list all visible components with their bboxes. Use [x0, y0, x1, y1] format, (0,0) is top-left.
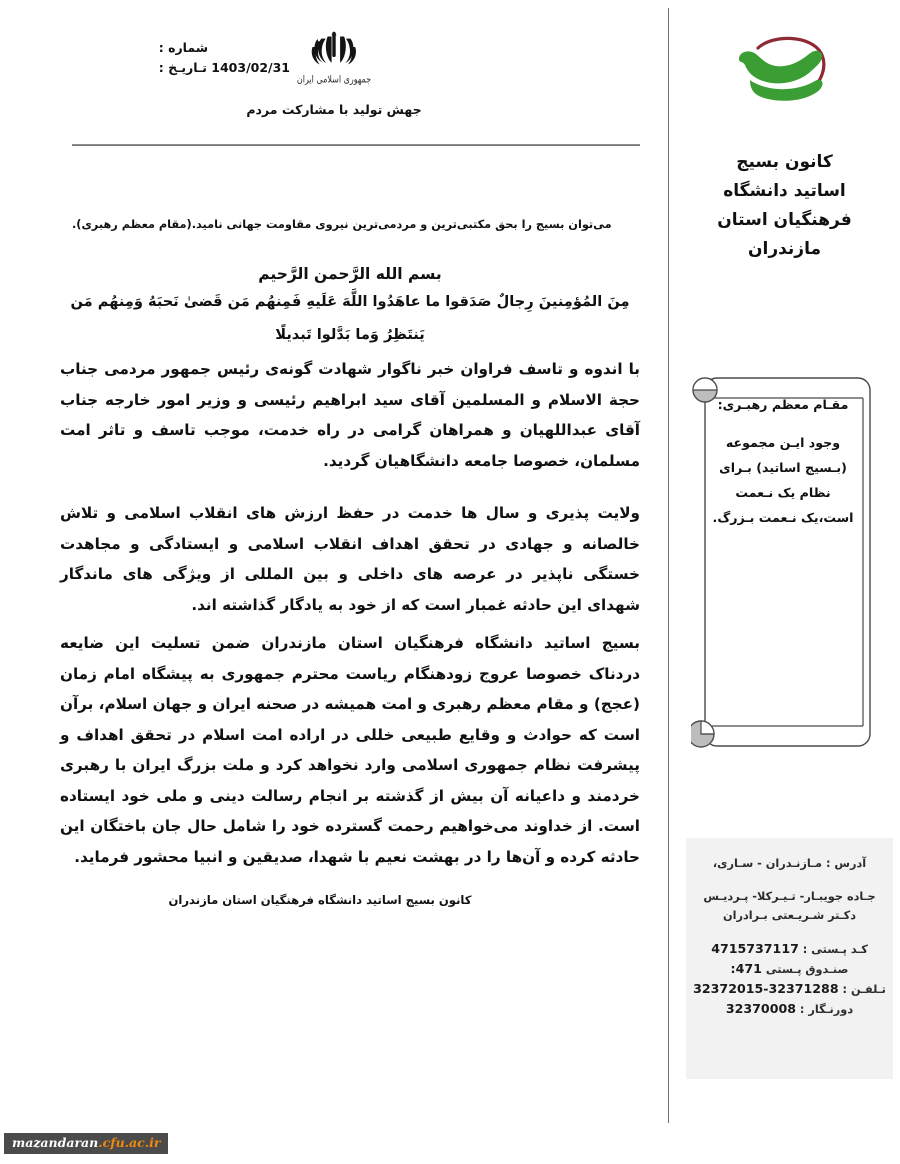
letter-date-value: 1403/02/31 — [211, 60, 290, 75]
quote-text: وجود ایـن مجموعه (بـسیج اساتید) بـرای نظام یک نـعمت است،یک نـعمت بـزرگ. — [712, 435, 854, 525]
basij-logo — [669, 26, 900, 120]
org-title-line-2: اساتید دانشگاه — [723, 181, 846, 201]
letter-number-row — [159, 38, 290, 58]
dove-leaf-logo-icon — [725, 26, 845, 116]
po-box-value: 471: — [730, 961, 762, 976]
fax-value: 32370008 — [725, 1001, 796, 1016]
quran-ayah-line-2: یَنتَظِرُ وَما بَدَّلوا تَبدیلًا — [275, 326, 425, 343]
quote-attribution: مقـام معظم رهبـری: — [717, 397, 849, 412]
letterhead-sidebar — [669, 0, 900, 1164]
paragraph-spacer-2 — [60, 620, 640, 628]
body-paragraph-3: بسیج اساتید دانشگاه فرهنگیان استان مازندران ضمن تسلیت این ضایعه دردناک خصوصا عروج زودهنگام ریاست محترم جمهوری به پیشگاه امام زمان (عجج) و مقام معظم رهبری و امت همیشه در صحنه ایران و جهان اسلام، برآن است که حوادث و وقایع طبیعی خللی در اراده امت اسلام در تحقق اهداف و پیشرفت نظام جمهوری اسلامی وارد نخواهد کرد و ملت بزرگ ایران با رهبری خردمند و داعیانه آن بیش از گذشته بر انجام رسالت دینی و ملی خود ایستاده است. از خداوند می‌خواهیم رحمت گسترده خود را شامل حال جان باختگان این حادثه کرده و آن‌ها را در بهشت نعیم با شهدا، صدیقین و انبیا محشور فرماید. — [60, 634, 640, 866]
bismillah: بسم الله الرَّحمن الرَّحیم — [258, 265, 442, 283]
organization-title — [669, 148, 900, 264]
address-line-2: جـاده جویبـار- تـیـرکلا- پـردیـس دکـتر شـریـعتی بـرادران — [703, 890, 876, 922]
body-paragraph-2: ولایت پذیری و سال ها خدمت در حفظ ارزش های انقلاب اسلامی و تلاش خالصانه و جهادی در تحقق اهداف انقلاب اسلامی و ایستادگی و مجاهدت خستگی ناپذیر در عرصه های داخلی و بین المللی از ویژگی های ماندگار شهدای این حادثه غمبار است که از خود به یادگار گذاشته اند. — [60, 504, 640, 614]
org-title-line-3: فرهنگیان استان — [717, 210, 852, 230]
leader-quote-scroll-box — [691, 368, 876, 760]
postal-code-row — [692, 939, 887, 959]
iran-emblem-icon — [305, 30, 363, 74]
contact-details — [692, 939, 887, 1019]
letter-body — [60, 262, 640, 872]
letter-date-label: تـاریـخ : — [158, 60, 207, 75]
leader-quote-content — [707, 392, 859, 530]
emblem-caption: جمهوری اسلامی ایران — [296, 73, 372, 86]
watermark-name: mazandaran — [12, 1135, 99, 1150]
body-paragraph-1: با اندوه و تاسف فراوان خبر ناگوار شهادت گونه‌ی رئیس جمهور مردمی جناب حجة الاسلام و المسلمین آقای سید ابراهیم رئیسی و وزیر امور خارجه جناب آقای عبداللهیان و همراهان گرامی در راه خدمت، موجب تاسف و تاثر امت مسلمان، خصوصا جامعه دانشگاهیان گردید. — [60, 360, 640, 470]
phone-row — [692, 979, 887, 999]
signature-line: کانون بسیج اساتید دانشگاه فرهنگیان استان مازندران — [168, 893, 472, 907]
letter-header — [0, 30, 668, 130]
header-meta — [159, 38, 290, 78]
iran-emblem — [274, 30, 394, 84]
fax-row — [692, 999, 887, 1019]
year-slogan: جهش تولید با مشارکت مردم — [246, 102, 422, 117]
letter-number-label: شماره : — [158, 40, 209, 55]
postal-code-label: کـد پـستی : — [802, 943, 868, 956]
org-title-line-1: کانون بسیج — [736, 152, 833, 172]
paragraph-spacer — [60, 476, 640, 498]
leader-quote: می‌توان بسیج را بحق مکتبی‌ترین و مردمی‌ترین نیروی مقاومت جهانی نامید.(مقام معظم رهبری). — [72, 218, 612, 231]
header-rule — [72, 144, 640, 146]
address-block — [686, 838, 893, 1079]
po-box-row — [692, 959, 887, 979]
phone-label: تـلفـن : — [842, 983, 886, 996]
site-watermark — [4, 1133, 168, 1154]
postal-code-value: 4715737117 — [711, 941, 799, 956]
po-box-label: صنـدوق پـستی — [765, 963, 849, 976]
quran-ayah-line-1: مِنَ المُؤمِنینَ رِجالٌ صَدَقوا ما عاهَدُوا اللَّهَ عَلَیهِ فَمِنهُم مَن قَضیٰ نَحبَهُ وَمِنهُم مَن — [70, 293, 630, 310]
org-title-line-4: مازندران — [747, 239, 822, 259]
address-line-1: آدرس : مـازنـدران - سـاری، — [712, 857, 867, 870]
watermark-domain: .cfu.ac.ir — [98, 1135, 161, 1150]
letter-date-row — [159, 58, 290, 78]
fax-label: دورنـگار : — [799, 1003, 854, 1016]
phone-value: 32371288-32372015 — [693, 981, 839, 996]
